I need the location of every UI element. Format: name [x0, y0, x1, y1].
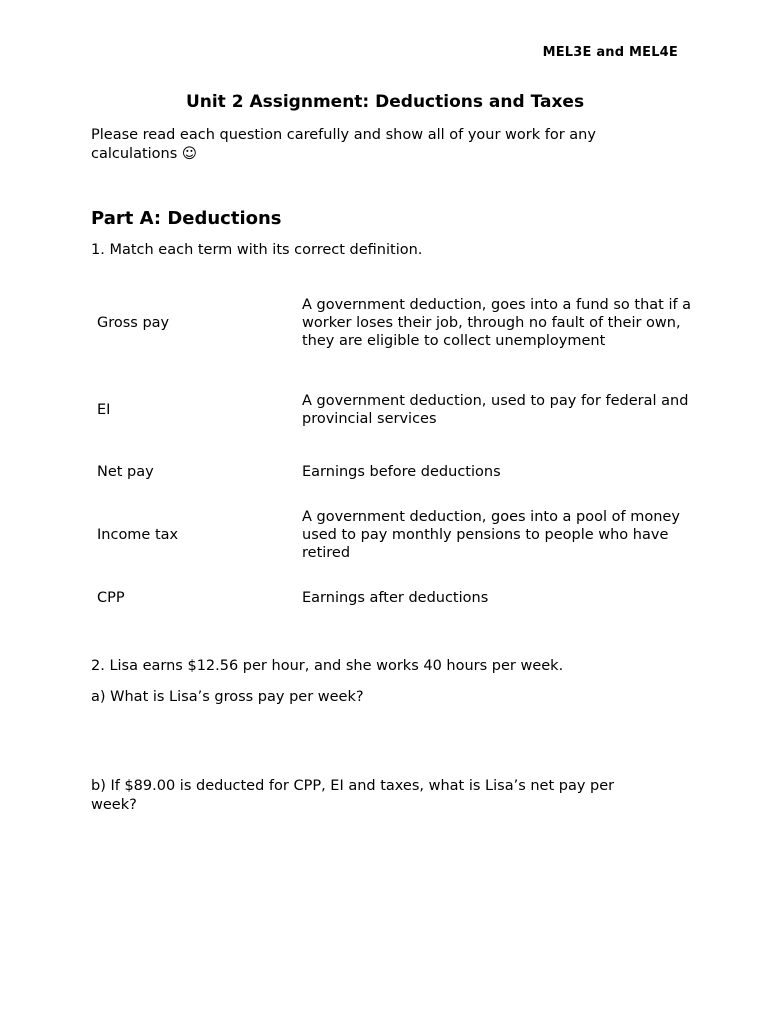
- definition-cell: Earnings before deductions: [302, 464, 501, 480]
- term-cell: EI: [97, 402, 111, 418]
- definition-cell: A government deduction, used to pay for federal and provincial services: [302, 393, 689, 427]
- term-cell: Net pay: [97, 464, 154, 480]
- document-title: Unit 2 Assignment: Deductions and Taxes: [185, 92, 585, 112]
- term-cell: Gross pay: [97, 315, 170, 331]
- matching-row: [97, 296, 717, 350]
- question-2b: b) If $89.00 is deducted for CPP, EI and taxes, what is Lisa’s net pay per week?: [91, 778, 615, 813]
- matching-row: [97, 508, 717, 562]
- term-cell: CPP: [97, 590, 125, 606]
- matching-row: [97, 392, 717, 428]
- instructions-text: Please read each question carefully and show all of your work for any calculations ☺: [91, 127, 596, 162]
- question-1: 1. Match each term with its correct definition.: [91, 242, 423, 258]
- question-2a: a) What is Lisa’s gross pay per week?: [91, 689, 364, 705]
- definition-cell: A government deduction, goes into a pool of money used to pay monthly pensions to people who have retired: [302, 509, 680, 561]
- definition-cell: Earnings after deductions: [302, 590, 489, 606]
- question-2: 2. Lisa earns $12.56 per hour, and she works 40 hours per week.: [91, 658, 564, 674]
- definition-cell: A government deduction, goes into a fund so that if a worker loses their job, through no fault of their own, they are eligible to collect unemployment: [302, 297, 692, 349]
- matching-row: [97, 463, 717, 481]
- section-heading-part-a: Part A: Deductions: [91, 208, 282, 229]
- term-cell: Income tax: [97, 527, 179, 543]
- matching-row: [97, 589, 717, 607]
- course-code: MEL3E and MEL4E: [542, 45, 678, 60]
